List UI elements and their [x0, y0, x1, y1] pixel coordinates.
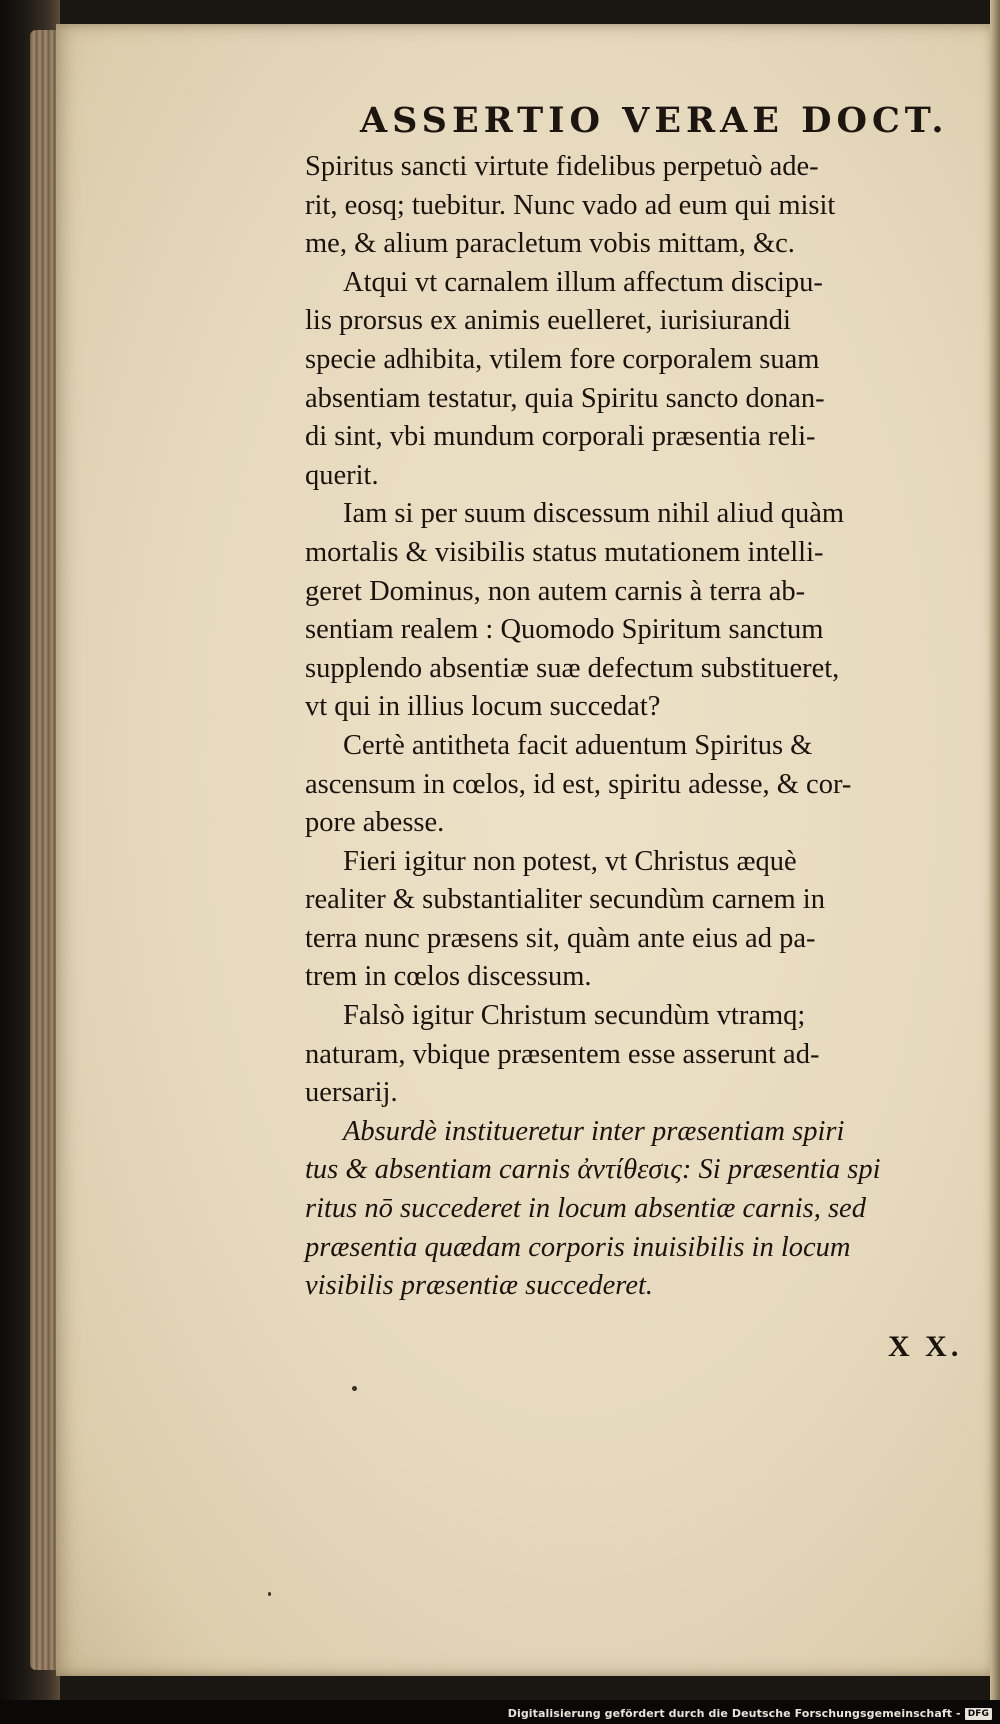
text-line: terra nunc præsens sit, quàm ante eius ad pa-	[305, 922, 816, 954]
text-line: Absurdè institueretur inter præsentiam spiri	[343, 1115, 845, 1147]
ink-speck	[352, 1386, 357, 1391]
paragraph	[305, 727, 965, 843]
text-line: Iam si per suum discessum nihil aliud quàm	[343, 498, 845, 530]
text-line: visibilis præsentiæ succederet.	[305, 1270, 654, 1302]
ink-speck	[268, 1592, 271, 1596]
page-body	[305, 148, 965, 1306]
text-line: vt qui in illius locum succedat?	[305, 691, 661, 723]
text-line: Spiritus sancti virtute fidelibus perpetuò ade-	[305, 151, 819, 182]
text-line: geret Dominus, non autem carnis à terra ab-	[305, 575, 806, 607]
text-line: realiter & substantialiter secundùm carnem in	[305, 884, 825, 916]
text-line: querit.	[305, 459, 379, 491]
text-line: uersarij.	[305, 1077, 398, 1109]
text-line: trem in cœlos discessum.	[305, 961, 592, 993]
text-line: me, & alium paracletum vobis mittam, &c.	[305, 228, 795, 260]
footer-credit-text: Digitalisierung gefördert durch die Deutsche Forschungsgemeinschaft -	[507, 1707, 961, 1720]
text-line: Falsò igitur Christum secundùm vtramq;	[343, 1000, 806, 1032]
paragraph	[305, 264, 965, 496]
dfg-logo: DFG	[965, 1708, 992, 1720]
paragraph	[305, 843, 965, 997]
text-line: Fieri igitur non potest, vt Christus æquè	[343, 845, 797, 877]
text-line: Atqui vt carnalem illum affectum discipu-	[343, 266, 823, 298]
text-line: di sint, vbi mundum corporali præsentia reli-	[305, 421, 816, 453]
text-line: absentiam testatur, quia Spiritu sancto donan-	[305, 382, 825, 414]
text-line: pore abesse.	[305, 807, 445, 839]
text-line: naturam, vbique præsentem esse asserunt ad-	[305, 1038, 820, 1070]
text-line: sentiam realem : Quomodo Spiritum sanctum	[305, 614, 824, 646]
paragraph	[305, 148, 965, 264]
text-line: rit, eosq; tuebitur. Nunc vado ad eum qui misit	[305, 189, 836, 221]
paragraph	[305, 997, 965, 1113]
text-line: lis prorsus ex animis euelleret, iurisiurandi	[305, 305, 791, 337]
footer-credit	[508, 1707, 992, 1720]
text-line: Certè antitheta facit aduentum Spiritus &	[343, 729, 813, 761]
text-line: supplendo absentiæ suæ defectum substitueret,	[305, 652, 840, 684]
signature-mark: X X.	[888, 1330, 963, 1363]
text-line: præsentia quædam corporis inuisibilis in locum	[305, 1231, 851, 1263]
footer-bar	[0, 1700, 1000, 1724]
running-head: ASSERTIO VERAE DOCT.	[360, 100, 949, 141]
paragraph	[305, 495, 965, 727]
text-line: specie adhibita, vtilem fore corporalem suam	[305, 343, 820, 375]
text-line: ascensum in cœlos, id est, spiritu adesse, & cor-	[305, 768, 852, 800]
text-line: ritus nō succederet in locum absentiæ carnis, sed	[305, 1193, 866, 1225]
italic-paragraph	[305, 1113, 965, 1306]
text-line: mortalis & visibilis status mutationem intelli-	[305, 536, 824, 568]
page-gutter-right	[990, 0, 1000, 1700]
text-line: tus & absentiam carnis ἀντίθεσις: Si præsentia spi	[305, 1154, 881, 1186]
